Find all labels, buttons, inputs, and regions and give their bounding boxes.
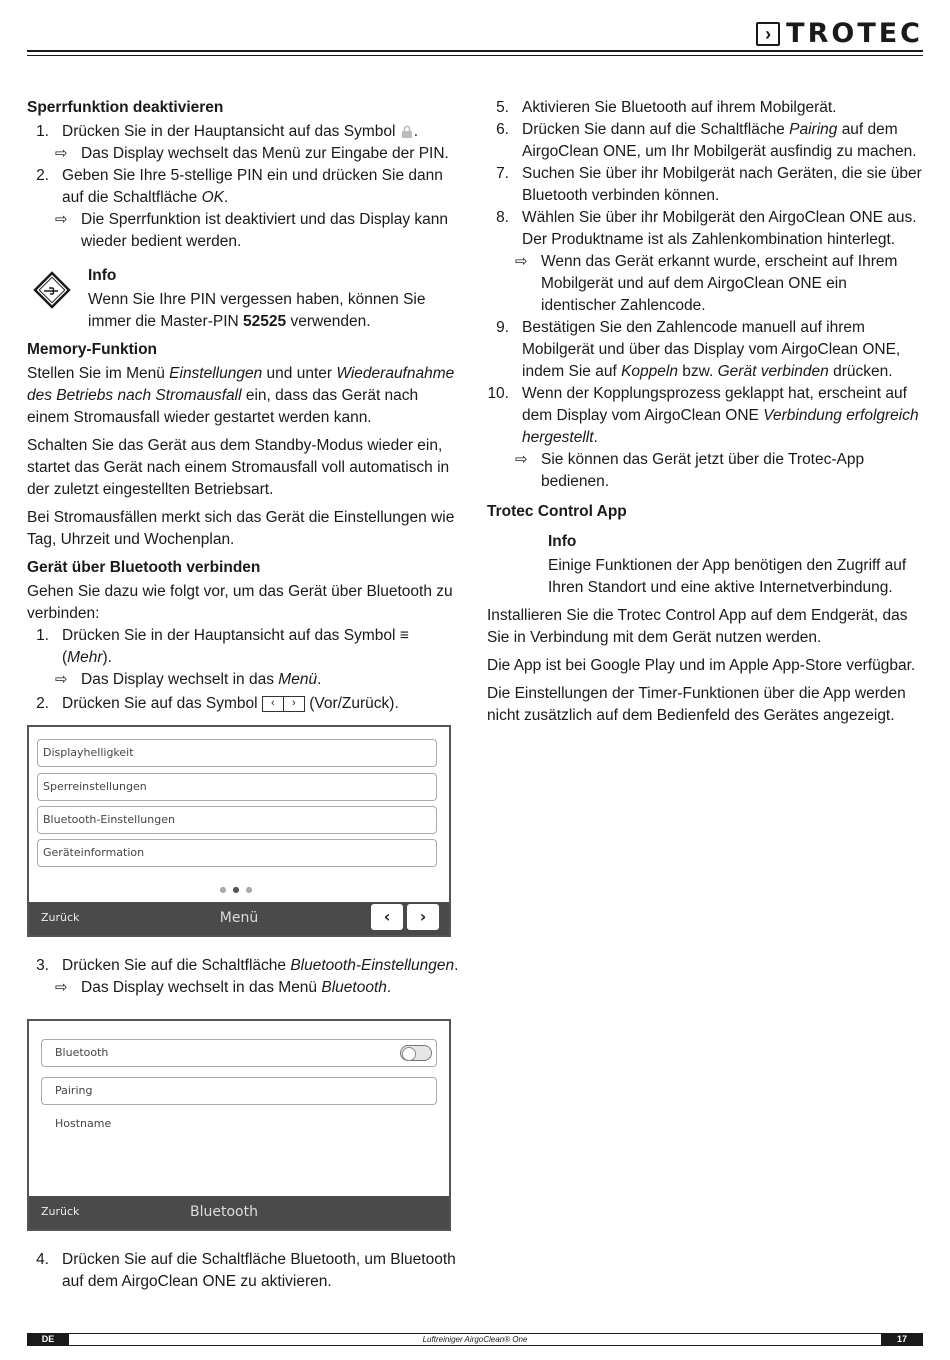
- info-text: Einige Funktionen der App benötigen den Zugriff auf Ihren Standort und eine aktive Internetverbindung.: [548, 557, 907, 596]
- next-button[interactable]: ›: [407, 904, 439, 930]
- logo-chevron-icon: ›: [756, 22, 780, 46]
- info-title: Info: [548, 533, 577, 550]
- step3-block: [27, 955, 462, 999]
- step4-block: [27, 1249, 462, 1293]
- arrow-right-icon: ⇨: [515, 253, 528, 270]
- trotec-logo: [756, 19, 923, 49]
- arrow-right-icon: ⇨: [55, 671, 68, 688]
- result-item: ⇨ Das Display wechselt in das Menü Bluetooth.: [27, 977, 462, 999]
- footer-language: DE: [27, 1334, 69, 1345]
- right-column: [487, 97, 923, 733]
- logo-text: TROTEC: [786, 18, 923, 49]
- list-item: 1. Drücken Sie in der Hauptansicht auf das Symbol ≡ (Mehr).: [36, 627, 409, 666]
- field-display-brightness[interactable]: Displayhelligkeit: [37, 739, 437, 767]
- screen-bottom-bar: [29, 902, 449, 935]
- info-hand-icon: [33, 271, 71, 309]
- footer-page-number: 17: [881, 1334, 923, 1345]
- screen-title: Menü: [219, 910, 259, 926]
- section-title-app: Trotec Control App: [487, 503, 627, 520]
- header-rule: [27, 50, 923, 52]
- field-bluetooth[interactable]: Bluetooth: [41, 1039, 437, 1067]
- paragraph: Stellen Sie im Menü Einstellungen und unter Wiederaufnahme des Betriebs nach Stromausfall ein, dass das Gerät nach einem Stromausfall wieder gestartet werden kann.: [27, 365, 455, 426]
- list-item: 8. Wählen Sie über ihr Mobilgerät den AirgoClean ONE aus. Der Produktname ist als Zahlenkombination hinterlegt.: [496, 209, 917, 248]
- result-item: ⇨ Die Sperrfunktion ist deaktiviert und das Display kann wieder bedient werden.: [55, 211, 449, 250]
- field-lock-settings[interactable]: Sperreinstellungen: [37, 773, 437, 801]
- info-box: [27, 265, 462, 333]
- back-button[interactable]: Zurück: [41, 911, 80, 924]
- result-item: ⇨ Wenn das Gerät erkannt wurde, erscheint auf Ihrem Mobilgerät und auf dem AirgoClean ONE ein identischer Zahlencode.: [515, 253, 898, 314]
- screen-bottom-bar: [29, 1196, 449, 1229]
- left-column: [27, 97, 462, 715]
- footer-title: Luftreiniger AirgoClean® One: [422, 1335, 528, 1344]
- paragraph: Bei Stromausfällen merkt sich das Gerät die Einstellungen wie Tag, Uhrzeit und Wochenplan.: [27, 509, 455, 548]
- arrow-right-icon: ⇨: [55, 211, 68, 228]
- prev-button[interactable]: ‹: [371, 904, 403, 930]
- menu-screen: [27, 725, 451, 937]
- bluetooth-toggle[interactable]: [400, 1045, 432, 1061]
- header-rule-thin: [27, 55, 923, 56]
- screen-title: Bluetooth: [190, 1204, 258, 1220]
- result-item: ⇨ Sie können das Gerät jetzt über die Trotec-App bedienen.: [515, 451, 865, 490]
- list-item: 6. Drücken Sie dann auf die Schaltfläche Pairing auf dem AirgoClean ONE, um Ihr Mobilgerät ausfindig zu machen.: [496, 121, 917, 160]
- list-item: 4. Drücken Sie auf die Schaltfläche Bluetooth, um Bluetooth auf dem AirgoClean ONE zu aktivieren.: [36, 1251, 456, 1290]
- bluetooth-screen: [27, 1019, 451, 1231]
- list-item: 9. Bestätigen Sie den Zahlencode manuell auf ihrem Mobilgerät und über das Display vom AirgoClean ONE, indem Sie auf Koppeln bzw. Gerät verbinden drücken.: [496, 319, 901, 380]
- result-item: ⇨ Das Display wechselt in das Menü.: [27, 669, 462, 691]
- section-title-memory: Memory-Funktion: [27, 341, 158, 358]
- menu-icon: ≡: [399, 627, 409, 644]
- back-button[interactable]: Zurück: [41, 1205, 80, 1218]
- list-item: 10. Wenn der Kopplungsprozess geklappt hat, erscheint auf dem Display vom AirgoClean ONE Verbindung erfolgreich hergestellt.: [487, 385, 919, 446]
- list-item: 1. Drücken Sie in der Hauptansicht auf das Symbol .: [36, 123, 419, 140]
- page-dots: ●●●: [219, 885, 259, 894]
- hostname-label: Hostname: [55, 1117, 112, 1130]
- field-bluetooth-settings[interactable]: Bluetooth-Einstellungen: [37, 806, 437, 834]
- list-item: 3. Drücken Sie auf die Schaltfläche Bluetooth-Einstellungen.: [36, 957, 459, 974]
- paragraph: Installieren Sie die Trotec Control App auf dem Endgerät, das Sie in Verbindung mit dem Gerät nutzen werden.: [487, 607, 908, 646]
- list-item: 5. Aktivieren Sie Bluetooth auf ihrem Mobilgerät.: [496, 99, 837, 116]
- info-text: Wenn Sie Ihre PIN vergessen haben, können Sie immer die Master-PIN 52525 verwenden.: [88, 291, 426, 330]
- lock-icon: [400, 125, 414, 139]
- section-title-lock: Sperrfunktion deaktivieren: [27, 99, 224, 116]
- result-item: ⇨ Das Display wechselt das Menü zur Eingabe der PIN.: [27, 143, 462, 165]
- info-title: Info: [88, 267, 117, 284]
- list-item: 2. Geben Sie Ihre 5-stellige PIN ein und drücken Sie dann auf die Schaltfläche OK.: [36, 167, 443, 206]
- field-pairing[interactable]: Pairing: [41, 1077, 437, 1105]
- section-title-bluetooth: Gerät über Bluetooth verbinden: [27, 559, 261, 576]
- paragraph: Die Einstellungen der Timer-Funktionen über die App werden nicht zusätzlich auf dem Bedienfeld des Gerätes angezeigt.: [487, 685, 906, 724]
- list-item: 2. Drücken Sie auf das Symbol ‹ › (Vor/Zurück).: [36, 695, 399, 712]
- prev-next-icon: ‹ ›: [262, 696, 305, 712]
- nav-buttons: [367, 904, 439, 930]
- page-footer: [27, 1333, 923, 1346]
- list-item: 7. Suchen Sie über ihr Mobilgerät nach Geräten, die sie über Bluetooth verbinden können.: [496, 165, 922, 204]
- arrow-right-icon: ⇨: [55, 979, 68, 996]
- paragraph: Schalten Sie das Gerät aus dem Standby-Modus wieder ein, startet das Gerät nach einem Stromausfall voll automatisch in der zuletzt eingestellten Betriebsart.: [27, 437, 450, 498]
- arrow-right-icon: ⇨: [55, 145, 68, 162]
- paragraph: Die App ist bei Google Play und im Apple App-Store verfügbar.: [487, 657, 916, 674]
- paragraph: Gehen Sie dazu wie folgt vor, um das Gerät über Bluetooth zu verbinden:: [27, 583, 453, 622]
- field-device-info[interactable]: Geräteinformation: [37, 839, 437, 867]
- info-box: [487, 531, 923, 599]
- arrow-right-icon: ⇨: [515, 451, 528, 468]
